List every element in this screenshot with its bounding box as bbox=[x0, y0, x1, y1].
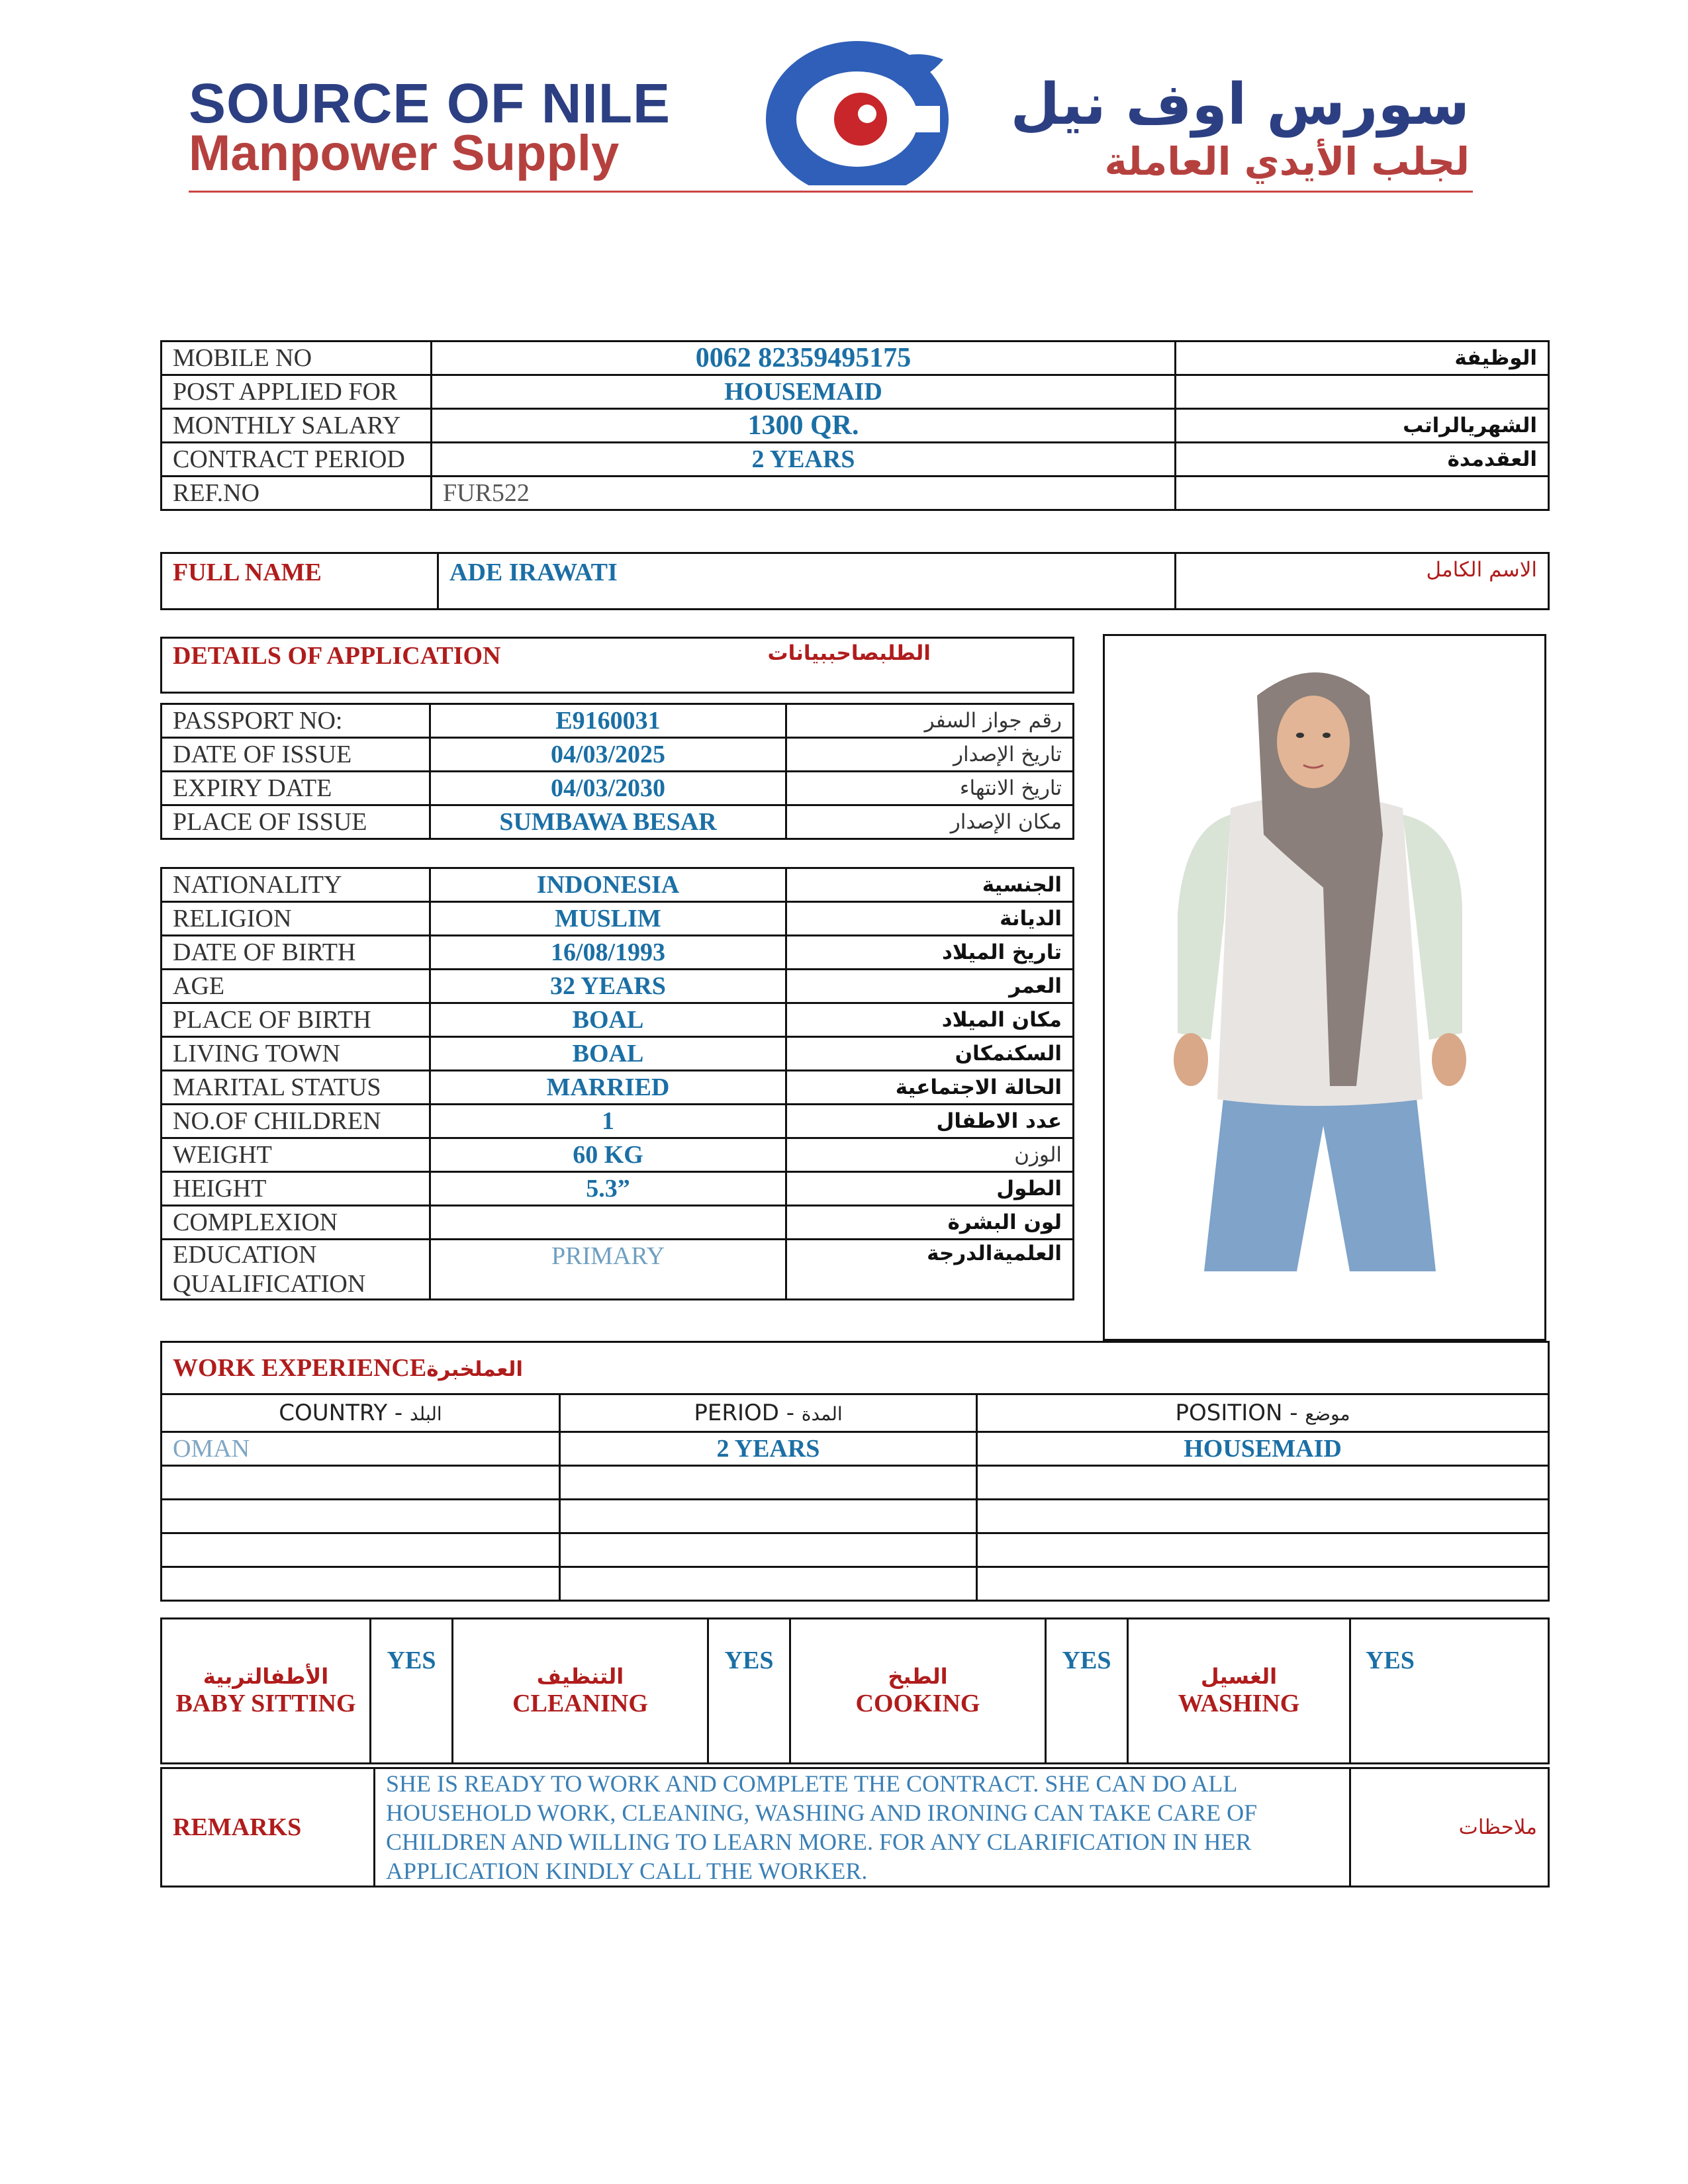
table-row bbox=[162, 1533, 1549, 1567]
remarks-label-ar: ملاحظات bbox=[1350, 1768, 1549, 1887]
table-row bbox=[162, 638, 1074, 693]
work-position: HOUSEMAID bbox=[977, 1432, 1549, 1466]
col-position bbox=[977, 1394, 1549, 1432]
skill-label: BABY SITTING bbox=[175, 1690, 356, 1717]
salary-value: 1300 QR. bbox=[432, 409, 1176, 443]
table-row bbox=[162, 1138, 1074, 1172]
personal-label: AGE bbox=[162, 970, 430, 1003]
empty-cell bbox=[560, 1466, 977, 1500]
job-label-ar bbox=[1176, 375, 1549, 409]
table-row bbox=[162, 1206, 1074, 1240]
fullname-table bbox=[160, 552, 1550, 610]
empty-cell bbox=[977, 1533, 1549, 1567]
personal-value bbox=[430, 1206, 786, 1240]
empty-cell bbox=[162, 1500, 560, 1533]
brand-name-en: SOURCE OF NILE bbox=[189, 72, 671, 134]
remarks-table bbox=[160, 1767, 1550, 1888]
col-period-label-ar: المدة bbox=[801, 1403, 843, 1425]
details-title-ar: الطلبصاحببيانات bbox=[757, 638, 1074, 693]
skill-label: WASHING bbox=[1178, 1690, 1300, 1717]
job-label-ar: الوظيفة bbox=[1176, 341, 1549, 375]
personal-label-ar: الجنسية bbox=[786, 868, 1074, 902]
table-row bbox=[162, 341, 1549, 375]
personal-value: BOAL bbox=[430, 1037, 786, 1071]
personal-label: HEIGHT bbox=[162, 1172, 430, 1206]
skill-cleaning bbox=[453, 1619, 708, 1764]
table-row bbox=[162, 1432, 1549, 1466]
empty-cell bbox=[560, 1533, 977, 1567]
empty-cell bbox=[977, 1567, 1549, 1601]
job-label-ar: العقدمدة bbox=[1176, 443, 1549, 477]
table-row bbox=[162, 970, 1074, 1003]
work-country: OMAN bbox=[162, 1432, 560, 1466]
personal-label: NO.OF CHILDREN bbox=[162, 1105, 430, 1138]
passport-label: PLACE OF ISSUE bbox=[162, 805, 430, 839]
passport-table bbox=[160, 703, 1074, 840]
personal-label: PLACE OF BIRTH bbox=[162, 1003, 430, 1037]
passport-label-ar: رقم جواز السفر bbox=[786, 704, 1074, 738]
personal-value: 5.3” bbox=[430, 1172, 786, 1206]
passport-label-ar: تاريخ الانتهاء bbox=[786, 772, 1074, 805]
col-country-label: COUNTRY - bbox=[279, 1400, 403, 1426]
personal-label-ar: العمر bbox=[786, 970, 1074, 1003]
table-row bbox=[162, 409, 1549, 443]
skills-row bbox=[162, 1619, 1549, 1764]
skill-answer: YES bbox=[708, 1619, 790, 1764]
table-row bbox=[162, 375, 1549, 409]
work-title-ar: العملخبرة bbox=[426, 1357, 524, 1381]
brand-tagline-ar: لجلب الأيدي العاملة bbox=[1104, 139, 1470, 184]
personal-label-ar: مكان الميلاد bbox=[786, 1003, 1074, 1037]
table-row bbox=[162, 868, 1074, 902]
work-period: 2 YEARS bbox=[560, 1432, 977, 1466]
table-row bbox=[162, 443, 1549, 477]
table-row bbox=[162, 1037, 1074, 1071]
job-label-ar bbox=[1176, 477, 1549, 510]
work-title-row bbox=[162, 1342, 1549, 1394]
empty-cell bbox=[560, 1500, 977, 1533]
empty-cell bbox=[162, 1567, 560, 1601]
passport-value: SUMBAWA BESAR bbox=[430, 805, 786, 839]
table-row bbox=[162, 704, 1074, 738]
passport-label-ar: مكان الإصدار bbox=[786, 805, 1074, 839]
skill-label: CLEANING bbox=[512, 1690, 648, 1717]
table-row bbox=[162, 1003, 1074, 1037]
personal-label: WEIGHT bbox=[162, 1138, 430, 1172]
education-label bbox=[162, 1240, 430, 1300]
applicant-photo-frame bbox=[1103, 634, 1546, 1341]
details-header bbox=[160, 637, 1074, 694]
passport-label-ar: تاريخ الإصدار bbox=[786, 738, 1074, 772]
job-table bbox=[160, 340, 1550, 511]
personal-label: RELIGION bbox=[162, 902, 430, 936]
post-value: HOUSEMAID bbox=[432, 375, 1176, 409]
job-label: POST APPLIED FOR bbox=[162, 375, 432, 409]
skill-baby-sitting bbox=[162, 1619, 371, 1764]
empty-cell bbox=[977, 1466, 1549, 1500]
personal-label-ar: الديانة bbox=[786, 902, 1074, 936]
personal-label-ar: لون البشرة bbox=[786, 1206, 1074, 1240]
col-position-label-ar: موضع bbox=[1305, 1403, 1350, 1425]
details-title: DETAILS OF APPLICATION bbox=[162, 638, 757, 693]
personal-label-ar: الوزن bbox=[786, 1138, 1074, 1172]
table-row bbox=[162, 477, 1549, 510]
table-row bbox=[162, 772, 1074, 805]
skill-answer: YES bbox=[1046, 1619, 1128, 1764]
skills-table bbox=[160, 1617, 1550, 1764]
personal-value: INDONESIA bbox=[430, 868, 786, 902]
personal-label: LIVING TOWN bbox=[162, 1037, 430, 1071]
job-label: MOBILE NO bbox=[162, 341, 432, 375]
personal-value: BOAL bbox=[430, 1003, 786, 1037]
table-row bbox=[162, 936, 1074, 970]
passport-label: DATE OF ISSUE bbox=[162, 738, 430, 772]
personal-label: NATIONALITY bbox=[162, 868, 430, 902]
brand-tagline-en: Manpower Supply bbox=[189, 125, 620, 181]
brand-name-ar: سورس اوف نيل bbox=[1010, 71, 1470, 138]
job-label-ar: الشهريالراتب bbox=[1176, 409, 1549, 443]
col-country bbox=[162, 1394, 560, 1432]
passport-value: 04/03/2025 bbox=[430, 738, 786, 772]
ref-value: FUR522 bbox=[432, 477, 1176, 510]
contract-value: 2 YEARS bbox=[432, 443, 1176, 477]
skill-washing bbox=[1128, 1619, 1350, 1764]
table-row bbox=[162, 1466, 1549, 1500]
passport-value: 04/03/2030 bbox=[430, 772, 786, 805]
education-label-ar: العلميةالدرجة bbox=[786, 1240, 1074, 1300]
personal-value: 60 KG bbox=[430, 1138, 786, 1172]
education-label-line2: QUALIFICATION bbox=[173, 1270, 366, 1298]
personal-label-ar: الحالة الاجتماعية bbox=[786, 1071, 1074, 1105]
personal-value: MUSLIM bbox=[430, 902, 786, 936]
personal-value: 32 YEARS bbox=[430, 970, 786, 1003]
table-row bbox=[162, 1172, 1074, 1206]
table-row bbox=[162, 1500, 1549, 1533]
work-title: WORK EXPERIENCE bbox=[173, 1354, 427, 1382]
personal-label: COMPLEXION bbox=[162, 1206, 430, 1240]
education-label-line1: EDUCATION bbox=[173, 1241, 317, 1269]
job-label: REF.NO bbox=[162, 477, 432, 510]
col-period bbox=[560, 1394, 977, 1432]
work-header-row bbox=[162, 1394, 1549, 1432]
table-row bbox=[162, 1105, 1074, 1138]
empty-cell bbox=[162, 1466, 560, 1500]
company-logo-icon bbox=[761, 40, 960, 185]
job-label: MONTHLY SALARY bbox=[162, 409, 432, 443]
personal-label-ar: الطول bbox=[786, 1172, 1074, 1206]
table-row bbox=[162, 1768, 1549, 1887]
passport-value: E9160031 bbox=[430, 704, 786, 738]
skill-label-ar: التنظيف bbox=[536, 1664, 624, 1689]
skill-cooking bbox=[790, 1619, 1046, 1764]
fullname-value: ADE IRAWATI bbox=[438, 553, 1176, 610]
passport-label: PASSPORT NO: bbox=[162, 704, 430, 738]
empty-cell bbox=[162, 1533, 560, 1567]
fullname-label-ar: الاسم الكامل bbox=[1176, 553, 1549, 610]
col-position-label: POSITION - bbox=[1175, 1400, 1298, 1426]
remarks-label: REMARKS bbox=[162, 1768, 375, 1887]
skill-label: COOKING bbox=[855, 1690, 980, 1717]
fullname-label: FULL NAME bbox=[162, 553, 438, 610]
passport-label: EXPIRY DATE bbox=[162, 772, 430, 805]
personal-value: 16/08/1993 bbox=[430, 936, 786, 970]
skill-label-ar: الطبخ bbox=[888, 1664, 948, 1689]
col-period-label: PERIOD - bbox=[694, 1400, 794, 1426]
table-row bbox=[162, 805, 1074, 839]
skill-answer: YES bbox=[1350, 1619, 1549, 1764]
work-title-cell bbox=[162, 1342, 1549, 1394]
personal-label-ar: تاريخ الميلاد bbox=[786, 936, 1074, 970]
skill-answer: YES bbox=[371, 1619, 453, 1764]
table-row bbox=[162, 1071, 1074, 1105]
personal-label-ar: السكنمكان bbox=[786, 1037, 1074, 1071]
education-value: PRIMARY bbox=[430, 1240, 786, 1300]
remarks-text: SHE IS READY TO WORK AND COMPLETE THE CONTRACT. SHE CAN DO ALL HOUSEHOLD WORK, CLEANING, WASHING AND IRONING CAN TAKE CARE OF CHILDREN AND WILLING TO LEARN MORE. FOR ANY CLARIFICATION IN HER APPLICATION KINDLY CALL THE WORKER. bbox=[375, 1768, 1350, 1887]
personal-label-ar: عدد الاطفال bbox=[786, 1105, 1074, 1138]
work-table bbox=[160, 1341, 1550, 1602]
applicant-photo bbox=[1105, 636, 1544, 1339]
empty-cell bbox=[977, 1500, 1549, 1533]
table-row bbox=[162, 553, 1549, 610]
personal-label: DATE OF BIRTH bbox=[162, 936, 430, 970]
personal-table bbox=[160, 867, 1074, 1300]
personal-value: 1 bbox=[430, 1105, 786, 1138]
empty-cell bbox=[560, 1567, 977, 1601]
skill-label-ar: الأطفالتربية bbox=[203, 1664, 329, 1689]
table-row bbox=[162, 902, 1074, 936]
table-row bbox=[162, 1567, 1549, 1601]
personal-label: MARITAL STATUS bbox=[162, 1071, 430, 1105]
personal-value: MARRIED bbox=[430, 1071, 786, 1105]
table-row bbox=[162, 1240, 1074, 1300]
table-row bbox=[162, 738, 1074, 772]
col-country-label-ar: البلد bbox=[409, 1403, 442, 1425]
header-divider bbox=[189, 191, 1473, 193]
skill-label-ar: الغسيل bbox=[1200, 1664, 1278, 1689]
mobile-value: 0062 82359495175 bbox=[432, 341, 1176, 375]
job-label: CONTRACT PERIOD bbox=[162, 443, 432, 477]
